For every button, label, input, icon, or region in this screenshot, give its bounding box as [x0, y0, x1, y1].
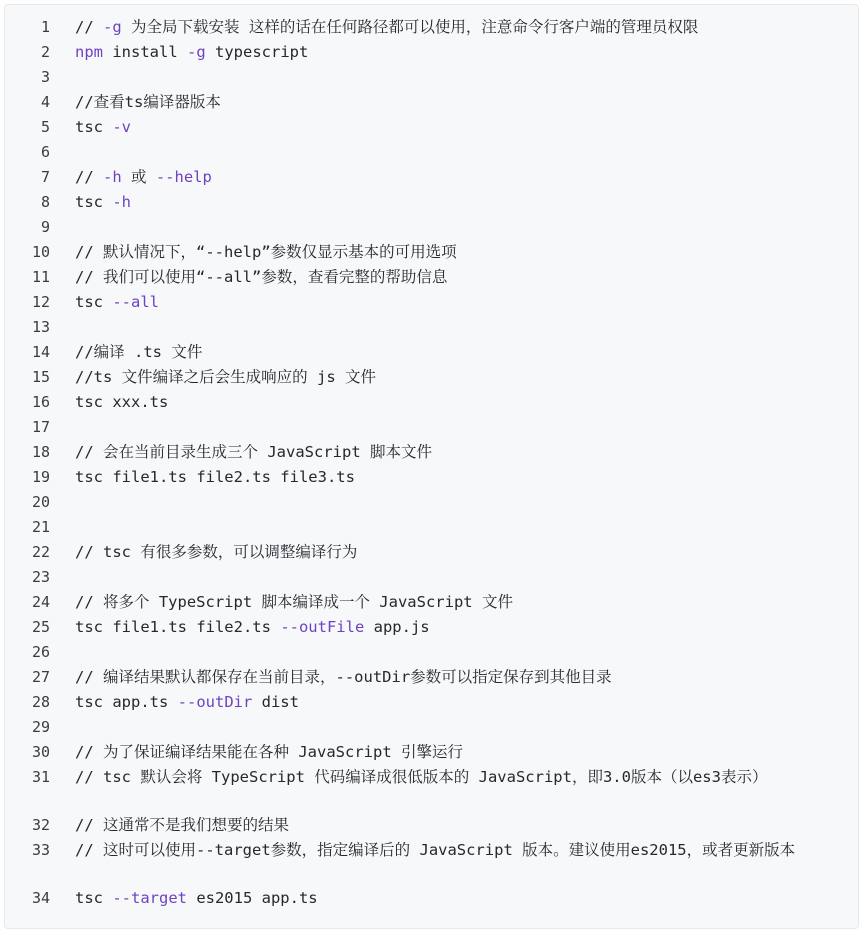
code-line: [5, 290, 858, 315]
line-number: 8: [40, 193, 50, 211]
line-number: 33: [31, 841, 50, 859]
line-number: 7: [40, 168, 50, 186]
code-keyword: npm: [75, 43, 103, 61]
line-number: 20: [31, 493, 50, 511]
line-number: 28: [31, 693, 50, 711]
code-token: //查看ts编译器版本: [75, 93, 221, 111]
code-line: [5, 665, 858, 690]
line-number: 29: [31, 718, 50, 736]
code-token: // 这时可以使用--target参数，指定编译后的 JavaScript 版本。建议使用es2015，或者更新版本: [75, 841, 796, 859]
code-token: dist: [252, 693, 299, 711]
code-text: [75, 440, 845, 465]
code-token: // 为了保证编译结果能在各种 JavaScript 引擎运行: [75, 743, 463, 761]
code-text: [75, 90, 845, 115]
line-number: 2: [40, 43, 50, 61]
code-token: tsc: [75, 889, 113, 907]
code-token: tsc file1.ts file2.ts file3.ts: [75, 468, 355, 486]
code-text: [75, 665, 845, 690]
line-number: 21: [31, 518, 50, 536]
code-line: [5, 440, 858, 465]
code-keyword: --target: [112, 889, 187, 907]
line-number: 12: [31, 293, 50, 311]
line-number: 16: [31, 393, 50, 411]
code-token: // 会在当前目录生成三个 JavaScript 脚本文件: [75, 443, 432, 461]
code-token: // 将多个 TypeScript 脚本编译成一个 JavaScript 文件: [75, 593, 513, 611]
code-line: [5, 315, 858, 340]
code-line: [5, 265, 858, 290]
code-token: //ts 文件编译之后会生成响应的 js 文件: [75, 368, 376, 386]
line-number: 23: [31, 568, 50, 586]
code-text: [75, 290, 845, 315]
code-text: [75, 765, 845, 790]
line-number: 27: [31, 668, 50, 686]
code-text: [75, 465, 845, 490]
code-text: [75, 165, 845, 190]
code-text: [75, 590, 845, 615]
line-number: 5: [40, 118, 50, 136]
code-line: [5, 115, 858, 140]
code-line: [5, 140, 858, 165]
code-text: [75, 740, 845, 765]
code-line: [5, 415, 858, 440]
line-number: 22: [31, 543, 50, 561]
code-token: tsc: [75, 293, 113, 311]
code-line: [5, 390, 858, 415]
code-line: [5, 640, 858, 665]
code-line: [5, 240, 858, 265]
code-text: [75, 240, 845, 265]
code-keyword: -h: [103, 168, 122, 186]
code-line: [5, 90, 858, 115]
code-line: [5, 615, 858, 640]
code-text: [75, 540, 845, 565]
line-number: 14: [31, 343, 50, 361]
line-number: 1: [40, 18, 50, 36]
code-text: [75, 886, 845, 911]
code-token: // tsc 默认会将 TypeScript 代码编译成很低版本的 JavaScript，即3.0版本（以es3表示）: [75, 768, 768, 786]
code-text: [75, 15, 845, 40]
code-line: [5, 590, 858, 615]
line-number: 13: [31, 318, 50, 336]
code-text: [75, 615, 845, 640]
line-number: 4: [40, 93, 50, 111]
code-token: install: [103, 43, 187, 61]
line-number: 26: [31, 643, 50, 661]
line-number: 19: [31, 468, 50, 486]
code-token: 或: [121, 168, 156, 186]
line-number: 17: [31, 418, 50, 436]
code-token: tsc file1.ts file2.ts: [75, 618, 281, 636]
code-line: [5, 740, 858, 765]
code-text: [75, 340, 845, 365]
code-keyword: -h: [112, 193, 131, 211]
code-text: [75, 265, 845, 290]
code-line: [5, 340, 858, 365]
code-token: // 这通常不是我们想要的结果: [75, 816, 289, 834]
code-line: [5, 40, 858, 65]
line-number: 31: [31, 768, 50, 786]
line-number: 34: [31, 889, 50, 907]
code-keyword: --outDir: [177, 693, 253, 711]
code-text: [75, 40, 845, 65]
line-number: 24: [31, 593, 50, 611]
code-token: es2015 app.ts: [186, 889, 318, 907]
code-text: [75, 115, 845, 140]
line-number: 6: [40, 143, 50, 161]
code-line: [5, 515, 858, 540]
code-text: [75, 813, 845, 838]
code-token: typescript: [205, 43, 309, 61]
code-token: //编译 .ts 文件: [75, 343, 203, 361]
code-keyword: --all: [112, 293, 159, 311]
code-token: // 默认情况下，“--help”参数仅显示基本的可用选项: [75, 243, 457, 261]
line-number: 11: [31, 268, 50, 286]
code-line: [5, 165, 858, 190]
line-number: 15: [31, 368, 50, 386]
code-line: [5, 690, 858, 715]
code-line: [5, 540, 858, 565]
code-line: [5, 15, 858, 40]
code-text: [75, 838, 845, 863]
code-line: [5, 365, 858, 390]
code-token: app.js: [364, 618, 430, 636]
code-line: [5, 765, 858, 790]
code-text: [75, 365, 845, 390]
code-keyword: -g: [187, 43, 206, 61]
code-token: // 编译结果默认都保存在当前目录，--outDir参数可以指定保存到其他目录: [75, 668, 612, 686]
code-line: [5, 838, 858, 863]
line-number: 3: [40, 68, 50, 86]
line-number: 30: [31, 743, 50, 761]
code-line: [5, 215, 858, 240]
code-line: [5, 813, 858, 838]
code-text: [75, 190, 845, 215]
line-number: 32: [31, 816, 50, 834]
code-line: [5, 190, 858, 215]
code-token: tsc app.ts: [75, 693, 178, 711]
line-number: 10: [31, 243, 50, 261]
code-text: [75, 390, 845, 415]
code-keyword: --outFile: [280, 618, 365, 636]
line-number: 18: [31, 443, 50, 461]
code-line: [5, 490, 858, 515]
code-token: 为全局下载安装 这样的话在任何路径都可以使用，注意命令行客户端的管理员权限: [121, 18, 699, 36]
code-text: [75, 690, 845, 715]
code-line: [5, 715, 858, 740]
code-token: tsc: [75, 118, 113, 136]
code-token: // tsc 有很多参数，可以调整编译行为: [75, 543, 358, 561]
code-block: [4, 4, 859, 929]
code-token: //: [75, 18, 103, 36]
code-line: [5, 465, 858, 490]
code-token: tsc: [75, 193, 113, 211]
line-number: 9: [40, 218, 50, 236]
code-keyword: -g: [103, 18, 122, 36]
code-token: //: [75, 168, 103, 186]
code-line: [5, 65, 858, 90]
line-number: 25: [31, 618, 50, 636]
code-keyword: -v: [112, 118, 131, 136]
code-line: [5, 565, 858, 590]
code-keyword: --help: [155, 168, 212, 186]
code-line: [5, 886, 858, 911]
code-token: // 我们可以使用“--all”参数，查看完整的帮助信息: [75, 268, 448, 286]
code-token: tsc xxx.ts: [75, 393, 169, 411]
